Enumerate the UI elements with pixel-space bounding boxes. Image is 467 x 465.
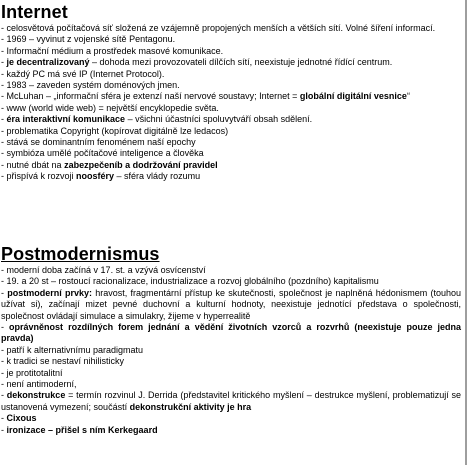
bullet-item bbox=[0, 34, 463, 45]
text-run: – všichni účastníci spoluvytváří obsah sdělení. bbox=[125, 114, 313, 125]
bullet-item bbox=[0, 137, 463, 148]
bullet-item bbox=[0, 345, 463, 356]
text-run: - bbox=[1, 322, 10, 333]
text-run: - www (world wide web) = největší encyklopedie světa. bbox=[1, 102, 219, 113]
section-internet bbox=[0, 2, 463, 183]
text-run: = termín rozvinul J. Derrida (představitel kritického myšlení – destrukce myšlení, problematizují se ustanovená vymezení; součástí bbox=[1, 390, 461, 412]
text-run: - každý PC má své IP (Internet Protocol). bbox=[1, 68, 165, 79]
text-run: - k tradici se nestaví nihilisticky bbox=[1, 356, 125, 367]
bold-text: globální digitální vesnice bbox=[299, 91, 407, 102]
text-run: - moderní doba začíná v 17. st. a vzývá osvícenství bbox=[1, 265, 206, 275]
bullet-item bbox=[0, 390, 463, 413]
section-heading-internet: Internet bbox=[1, 2, 68, 22]
bold-text: noosféry bbox=[76, 171, 115, 182]
bullet-item bbox=[0, 57, 463, 68]
text-run: - celosvětová počítačová síť složená ze vzájemně propojených menších a větších sítí. Volné šíření informací. bbox=[1, 23, 436, 33]
bullet-item bbox=[0, 356, 463, 367]
bullet-item bbox=[0, 368, 463, 379]
text-run: - bbox=[1, 114, 7, 125]
text-run: – dohoda mezi provozovateli dílčích sítí, neexistuje jednotné řídící centrum. bbox=[89, 57, 393, 68]
text-run: - bbox=[1, 413, 7, 424]
text-run: “ bbox=[406, 91, 410, 102]
bold-text: zabezpečeníb a dodržování pravidel bbox=[64, 159, 218, 170]
bullet-item bbox=[0, 288, 463, 322]
text-run: – sféra vlády rozumu bbox=[114, 171, 201, 182]
text-run: - 1983 – zaveden systém doménových jmen. bbox=[1, 80, 180, 91]
bold-text: oprávněnost rozdílných forem jednání a vědění životních vzorců a rozvrhů (neexistuje pouze jedna pravda) bbox=[1, 322, 461, 344]
text-run: - bbox=[1, 287, 8, 298]
bullet-item bbox=[0, 276, 463, 287]
text-run: - je protitotalitní bbox=[1, 367, 63, 378]
bullet-item bbox=[0, 91, 463, 102]
bullet-item bbox=[0, 322, 463, 345]
bullet-item bbox=[0, 425, 463, 436]
bullet-item bbox=[0, 160, 463, 171]
bullet-item bbox=[0, 80, 463, 91]
bullet-item bbox=[0, 69, 463, 80]
bold-text: ironizace – přišel s ním Kerkegaard bbox=[6, 424, 158, 435]
bold-text: éra interaktivní komunikace bbox=[6, 114, 126, 125]
bold-text: je decentralizovaný bbox=[6, 57, 90, 68]
text-run: - problematika Copyright (kopírovat digitálně lze ledacos) bbox=[1, 125, 229, 136]
text-run: - Informační médium a prostředek masové komunikace. bbox=[1, 45, 224, 56]
bullet-item bbox=[0, 23, 463, 34]
text-run: - symbióza umělé počítačové inteligence a člověka bbox=[1, 148, 204, 159]
text-run: hravost, fragmentární přístup ke skutečnosti, společnost je naplněná hédonismem (touhou užívat si), začínají mizet pevné duchovní a kulturní hodnoty, neexistuje jednotící představa o společnosti, společnost ovládají simulace a simulakry, žijeme v hyperrealitě bbox=[1, 287, 461, 321]
bullet-item bbox=[0, 126, 463, 137]
bold-text: dekonstrukce bbox=[6, 390, 66, 401]
bullet-item bbox=[0, 114, 463, 125]
bullet-item bbox=[0, 413, 463, 424]
bullet-item bbox=[0, 46, 463, 57]
text-run: - nutné dbát na bbox=[1, 159, 65, 170]
text-run: - McLuhan – „informační sféra je extenzí naší nervové soustavy; Internet = bbox=[1, 91, 300, 102]
text-run: - přispívá k rozvoji bbox=[1, 171, 77, 182]
text-run: - bbox=[1, 390, 7, 401]
bold-text: postmoderní prvky: bbox=[7, 287, 92, 298]
bullet-item bbox=[0, 265, 463, 276]
section-heading-postmodernismus: Postmodernismus bbox=[1, 244, 160, 264]
text-run: - patří k alternativnímu paradigmatu bbox=[1, 344, 144, 355]
text-run: - 1969 – vyvinut z vojenské sítě Pentagonu. bbox=[1, 34, 176, 45]
text-run: - bbox=[1, 424, 7, 435]
bullet-item bbox=[0, 171, 463, 182]
text-run: - není antimoderní, bbox=[1, 379, 77, 390]
bullet-list-postmodernismus bbox=[0, 265, 463, 436]
text-run: - stává se dominantním fenoménem naší epochy bbox=[1, 137, 196, 148]
bullet-item bbox=[0, 379, 463, 390]
bold-text: Cixous bbox=[6, 413, 37, 424]
text-run: - 19. a 20 st – rostoucí racionalizace, industrializace a rozvoj globálního (pozdního) kapitalismu bbox=[1, 276, 379, 287]
section-postmodernismus bbox=[0, 244, 463, 436]
bold-text: dekonstrukční aktivity je hra bbox=[129, 401, 252, 412]
text-run: - bbox=[1, 57, 7, 68]
bullet-item bbox=[0, 148, 463, 159]
bullet-item bbox=[0, 103, 463, 114]
bullet-list-internet bbox=[0, 23, 463, 183]
